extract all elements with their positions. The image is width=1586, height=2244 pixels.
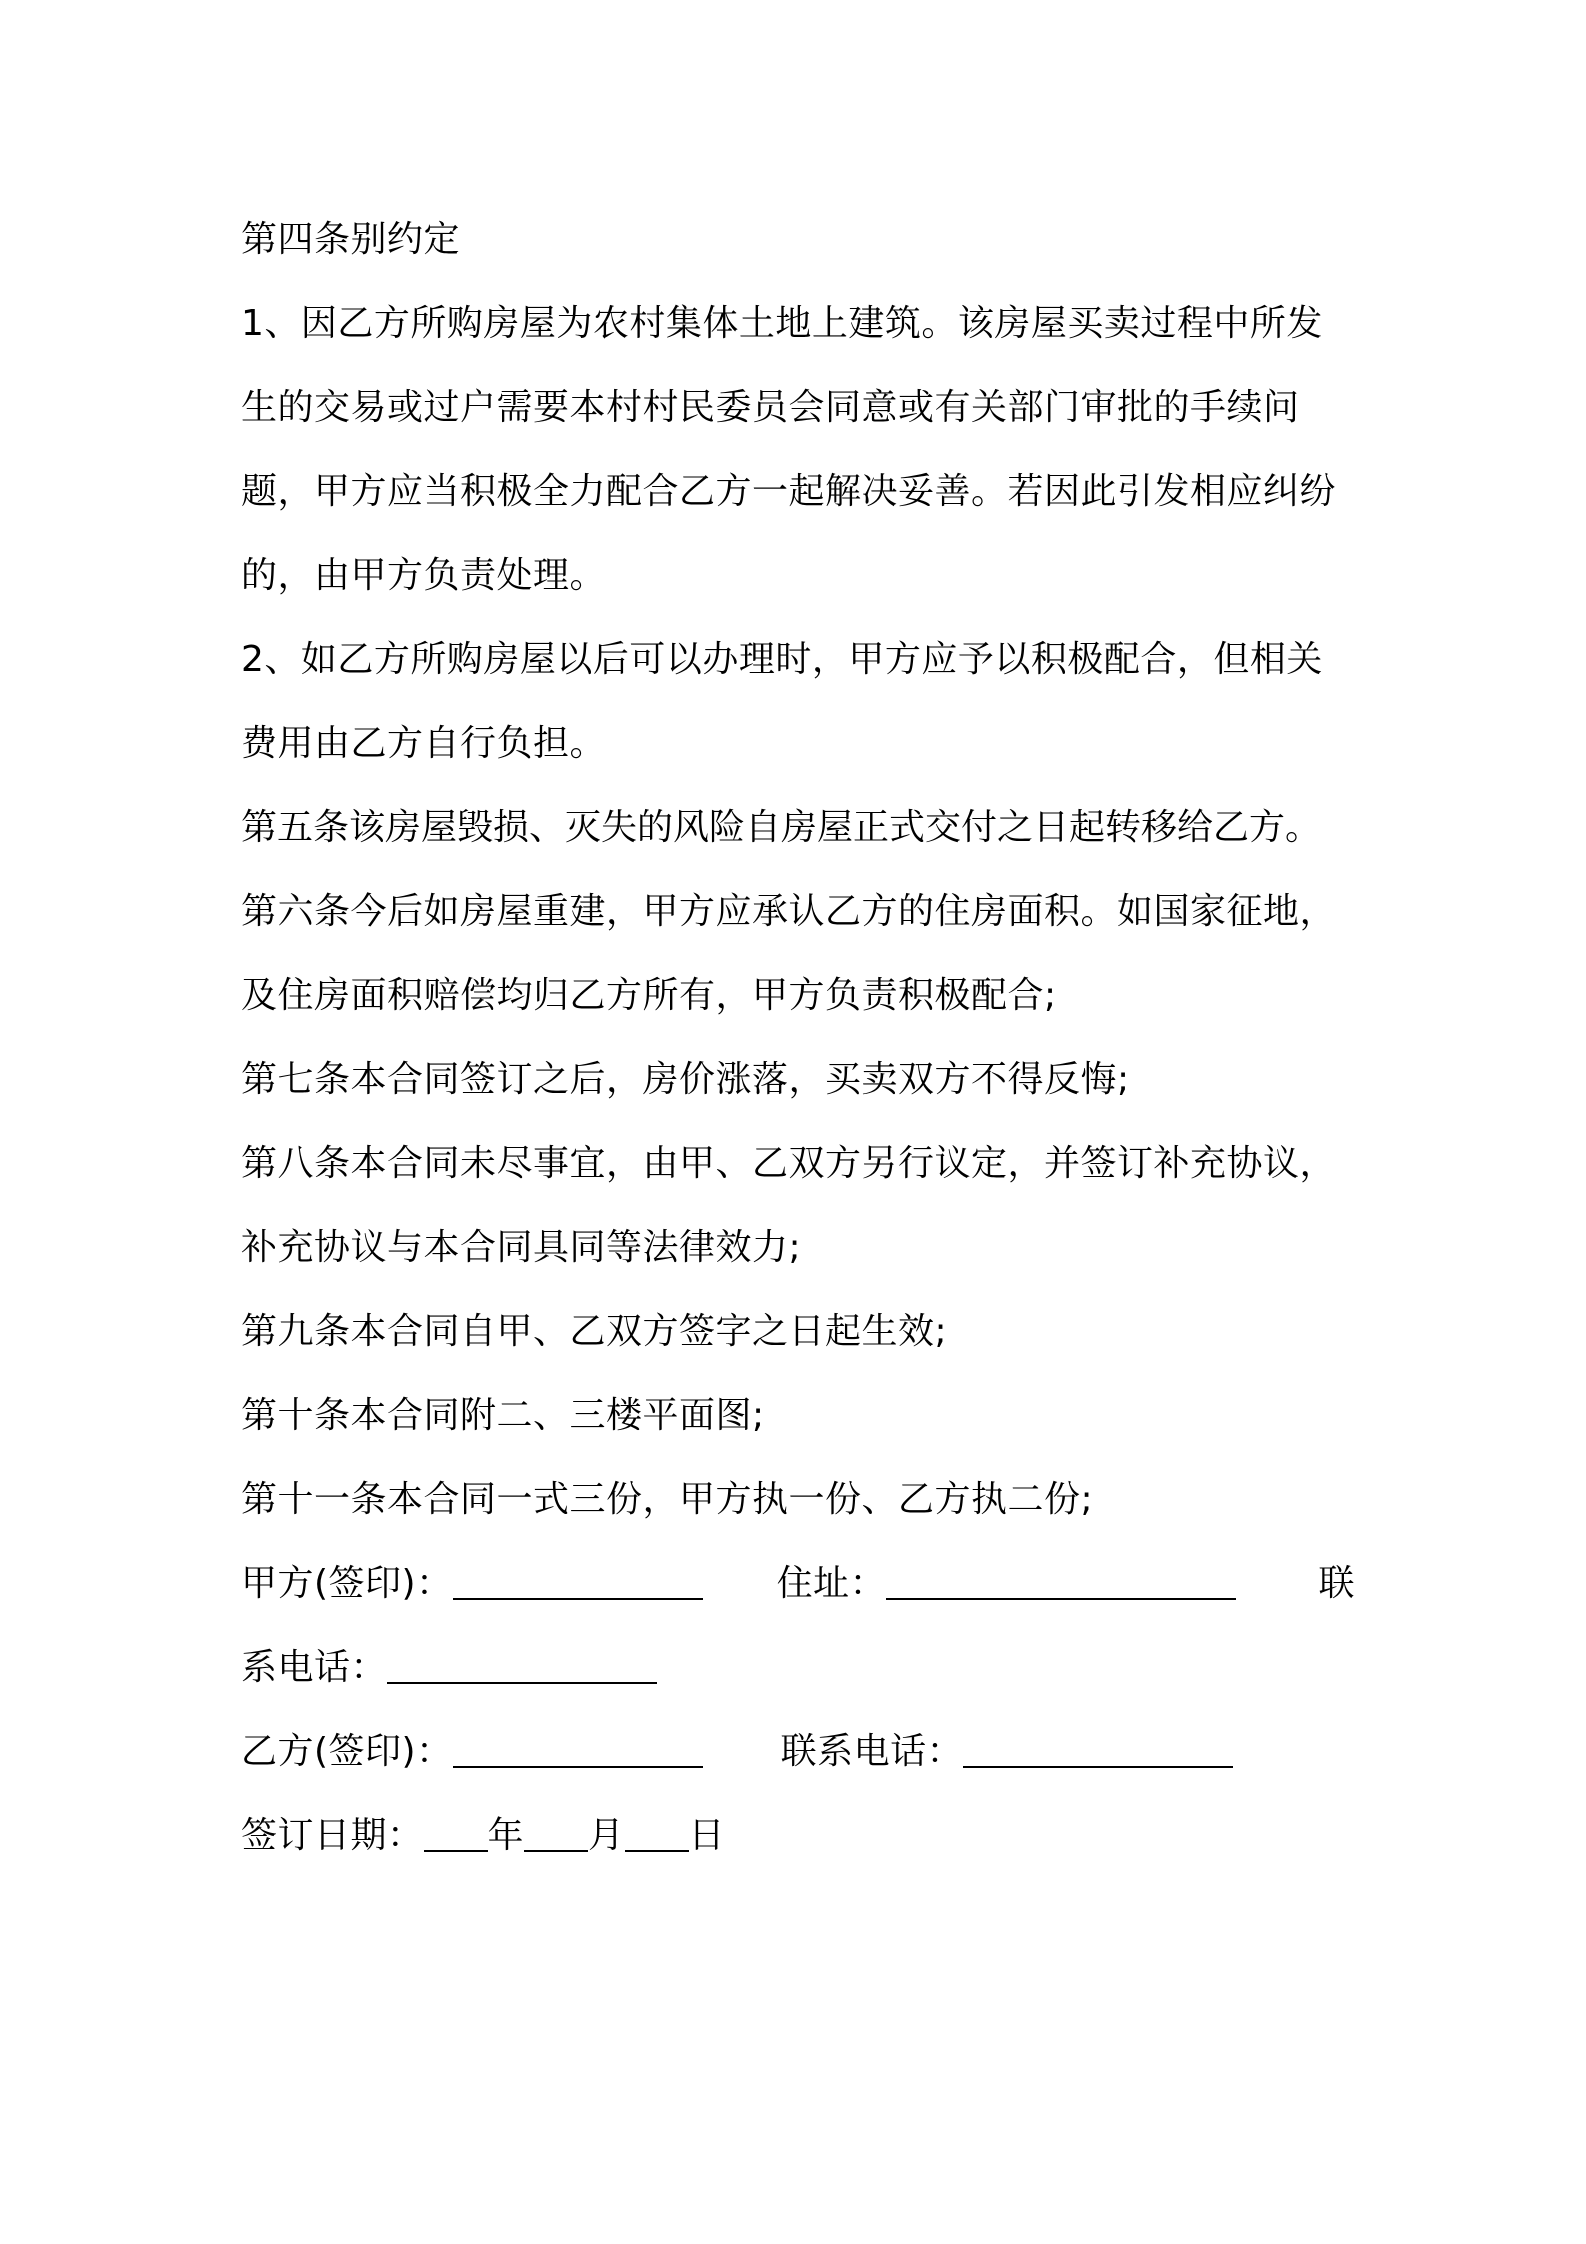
paragraph-line: 第七条本合同签订之后，房价涨落，买卖双方不得反悔; <box>241 1059 1130 1100</box>
paragraph-line: 第十一条本合同一式三份，甲方执一份、乙方执二份; <box>241 1479 1094 1520</box>
paragraph-line: 第九条本合同自甲、乙双方签字之日起生效; <box>241 1311 948 1352</box>
month-blank <box>524 1820 588 1852</box>
paragraph-line: 的，由甲方负责处理。 <box>241 555 607 596</box>
contract-body <box>241 198 1355 1878</box>
signing-date-label: 签订日期： <box>241 1815 424 1856</box>
signature-row-party-b <box>241 1710 1355 1794</box>
party-a-signature-label: 甲方(签印)： <box>241 1563 453 1604</box>
party-a-phone-label-start: 联 <box>1318 1563 1355 1604</box>
party-b-signature-label: 乙方(签印)： <box>241 1731 453 1772</box>
party-a-phone-blank <box>387 1652 657 1684</box>
section-heading: 第四条别约定 <box>241 219 461 260</box>
signature-row-party-a-phone <box>241 1626 1355 1710</box>
signing-date-row <box>241 1794 1355 1878</box>
party-a-phone-label-end: 系电话： <box>241 1647 388 1688</box>
day-blank <box>625 1820 689 1852</box>
paragraph-line: 补充协议与本合同具同等法律效力; <box>241 1227 802 1268</box>
paragraph-line: 2、如乙方所购房屋以后可以办理时，甲方应予以积极配合，但相关 <box>241 639 1323 680</box>
paragraph-line: 1、因乙方所购房屋为农村集体土地上建筑。该房屋买卖过程中所发 <box>241 303 1323 344</box>
year-blank <box>424 1820 488 1852</box>
paragraph-line: 费用由乙方自行负担。 <box>241 723 607 764</box>
party-b-signature-blank <box>453 1736 703 1768</box>
paragraph-line: 及住房面积赔偿均归乙方所有，甲方负责积极配合; <box>241 975 1057 1016</box>
paragraph-line: 生的交易或过户需要本村村民委员会同意或有关部门审批的手续问 <box>241 387 1300 428</box>
day-label: 日 <box>688 1815 726 1856</box>
paragraph-line: 题，甲方应当积极全力配合乙方一起解决妥善。若因此引发相应纠纷 <box>241 471 1337 512</box>
paragraph-line: 第十条本合同附二、三楼平面图; <box>241 1395 765 1436</box>
address-label: 住址： <box>776 1563 887 1604</box>
paragraph-line: 第六条今后如房屋重建，甲方应承认乙方的住房面积。如国家征地， <box>241 891 1337 932</box>
paragraph-line: 第八条本合同未尽事宜，由甲、乙双方另行议定，并签订补充协议， <box>241 1143 1337 1184</box>
signature-row-party-a <box>241 1542 1355 1626</box>
party-a-signature-blank <box>453 1568 703 1600</box>
paragraph-line: 第五条该房屋毁损、灭失的风险自房屋正式交付之日起转移给乙方。 <box>241 807 1322 848</box>
party-b-phone-blank <box>963 1736 1233 1768</box>
party-b-phone-label: 联系电话： <box>780 1731 964 1772</box>
year-label: 年 <box>487 1815 525 1856</box>
address-blank <box>886 1568 1236 1600</box>
month-label: 月 <box>588 1815 625 1856</box>
